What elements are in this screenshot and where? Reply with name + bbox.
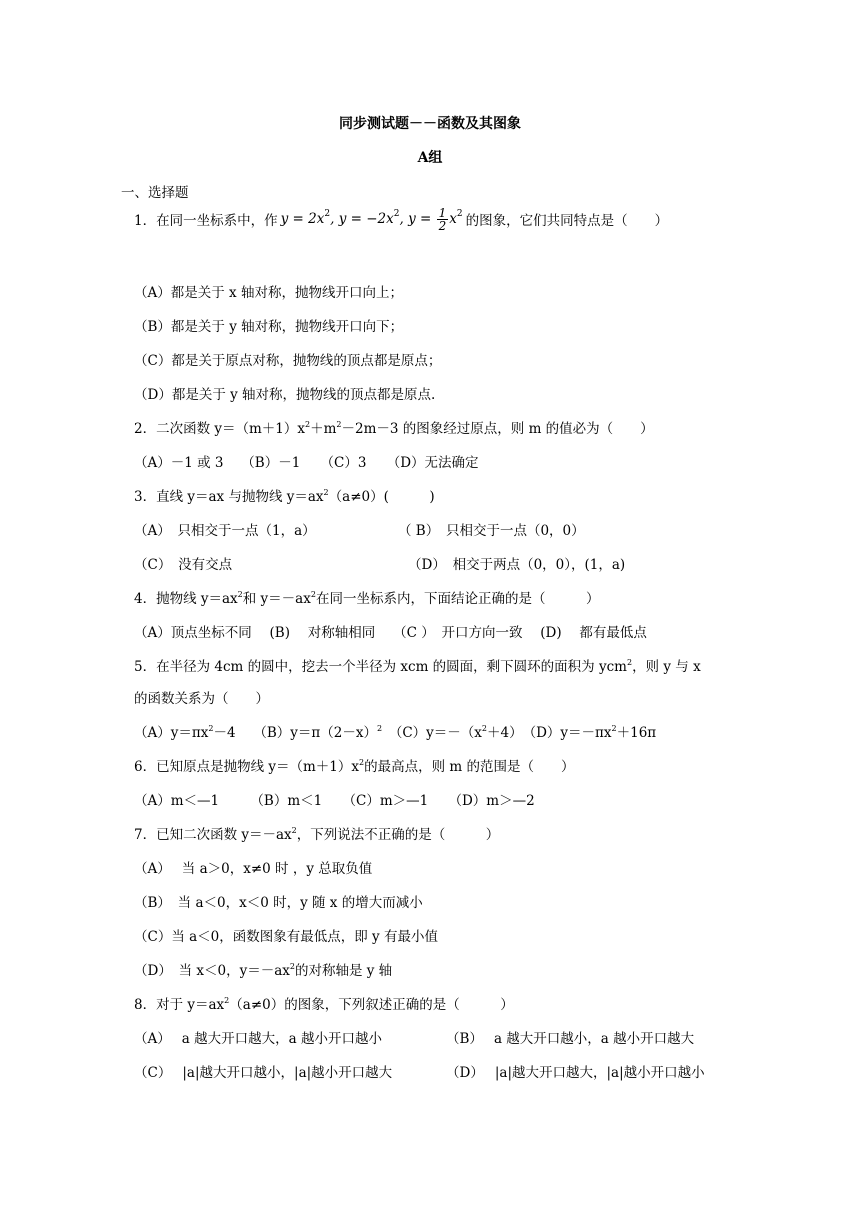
question-7: 7．已知二次函数 $y=-ax^2$，下列说法不正确的是（ ） <box>134 826 500 843</box>
question-7-option-a: （A） 当 a＞0，x≠0 时 ，y 总取负值 <box>134 861 373 877</box>
question-5: 5．在半径为 4cm 的圆中，挖去一个半径为 xcm 的圆面，剩下圆环的面积为 ycm$^2$，则 y 与 x <box>134 658 701 675</box>
question-7-option-d: （D） 当 x＜0，$y=-ax^2$的对称轴是 y 轴 <box>134 962 393 979</box>
question-8-option-d: （D） |a|越大开口越大，|a|越小开口越小 <box>446 1065 705 1081</box>
question-1-option-a: （A）都是关于 x 轴对称，抛物线开口向上； <box>134 285 403 301</box>
question-1-lead: 1．在同一坐标系中，作 <box>134 213 278 229</box>
question-3: 3．直线 y＝ax 与抛物线 $y=ax^2(a\ne 0)$( ) <box>134 488 435 505</box>
question-8-option-b: （B） a 越大开口越小，a 越小开口越大 <box>446 1031 695 1047</box>
question-3-option-c: （C） 没有交点 <box>134 557 233 573</box>
question-1-formula: $y = 2x^2$, $y = -2x^2$, y = $\frac{1}{2}$ $x^2$ <box>280 205 463 233</box>
question-6: 6．已知原点是抛物线 $y=(m+1)x^2$的最高点，则 m 的范围是（ ） <box>134 758 575 775</box>
question-7-option-c: （C）当 a＜0，函数图象有最低点，即 y 有最小值 <box>134 929 438 945</box>
fraction-one-half: $\frac{1}{2}$ <box>438 205 447 233</box>
question-7-option-b: （B） 当 a＜0，x＜0 时，y 随 x 的增大而减小 <box>134 895 423 911</box>
question-3-option-a: （A） 只相交于一点（1，a） <box>134 523 316 539</box>
question-3-option-d: （D） 相交于两点（0，0），(1，a) <box>408 557 626 573</box>
question-2: 2．二次函数 $y=(m+1)x^2+m^2-2m-3$ 的图象经过原点，则 m 的值必为（ ） <box>134 420 654 437</box>
question-8-option-c: （C） |a|越大开口越小，|a|越小开口越大 <box>134 1065 393 1081</box>
question-4: 4．抛物线 $y=ax^2$和 $y=-ax^2$在同一坐标系内，下面结论正确的是（ ） <box>134 590 600 607</box>
question-1-option-b: （B）都是关于 y 轴对称，抛物线开口向下； <box>134 319 404 335</box>
question-5-options: $(A)y=\pi x^2-4$ $(B)y=\pi(2-x)^2$ $(C)y=-(x^2+4)$ $(D)y=-\pi x^2+16\pi$ <box>134 724 657 741</box>
document-title: 同步测试题－－函数及其图象 <box>339 116 521 132</box>
question-1-tail: 的图象，它们共同特点是（ ） <box>465 213 669 229</box>
section-heading: 一、选择题 <box>121 185 189 201</box>
question-5-continued: 的函数关系为（ ） <box>134 691 269 707</box>
question-1-option-c: （C）都是关于原点对称，抛物线的顶点都是原点； <box>134 353 442 369</box>
question-8: 8．对于 $y=ax^2(a\ne 0)$的图象，下列叙述正确的是（ ） <box>134 996 514 1013</box>
question-3-option-b: （ B） 只相交于一点（0，0） <box>398 523 585 539</box>
question-4-options: （A）顶点坐标不同 (B) 对称轴相同 （C ） 开口方向一致 (D) 都有最低点 <box>134 625 647 641</box>
question-8-option-a: （A） a 越大开口越大，a 越小开口越小 <box>134 1031 382 1047</box>
question-1 <box>134 199 668 239</box>
question-6-options: （A）m＜—1 （B）m＜1 （C）m＞—1 （D）m＞—2 <box>134 793 535 809</box>
group-heading: A组 <box>417 150 443 166</box>
question-1-option-d: （D）都是关于 y 轴对称，抛物线的顶点都是原点. <box>134 387 436 403</box>
question-2-options: （A）－1 或 3 （B）－1 （C）3 （D）无法确定 <box>134 455 479 471</box>
